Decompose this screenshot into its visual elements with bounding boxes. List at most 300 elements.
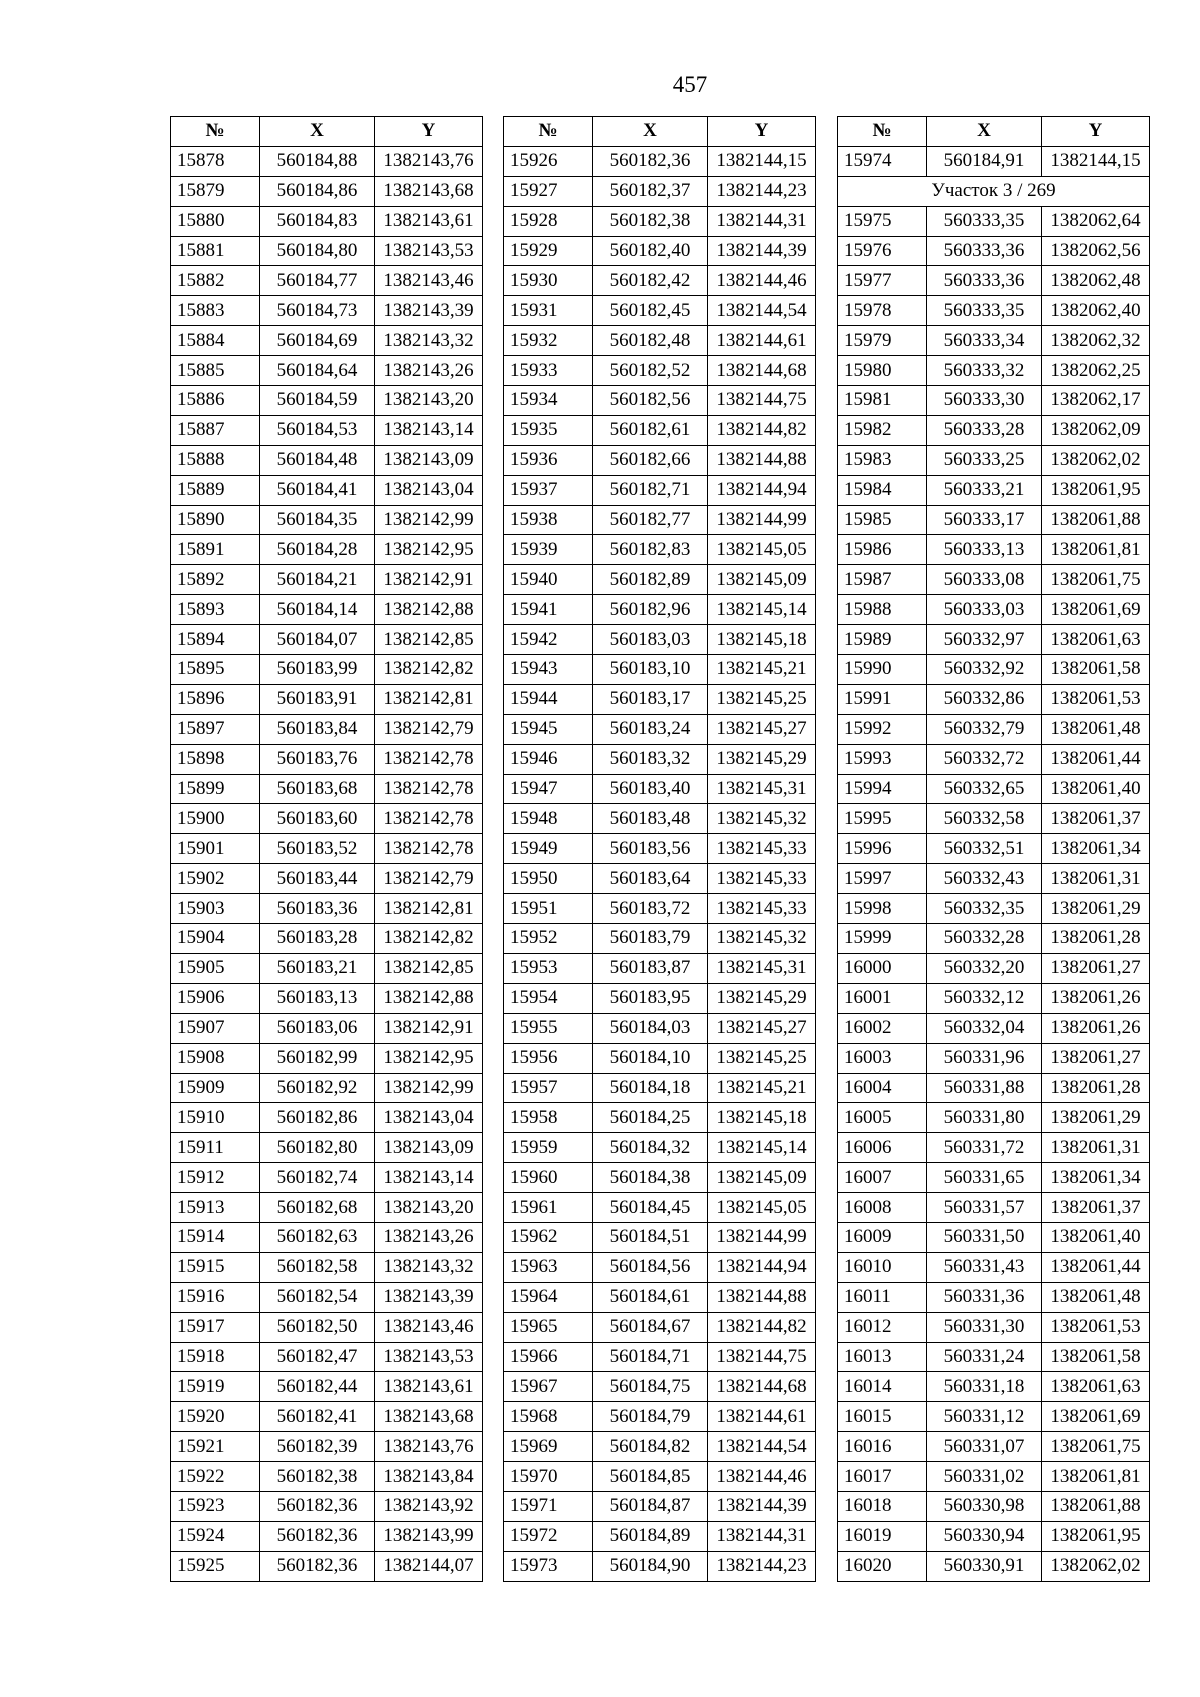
y-coordinate-cell: 1382061,26 (1042, 983, 1150, 1013)
y-coordinate-cell: 1382142,78 (375, 804, 483, 834)
table-row (171, 1073, 483, 1103)
x-coordinate-cell: 560182,36 (260, 1491, 375, 1521)
x-coordinate-cell: 560182,44 (260, 1372, 375, 1402)
point-number-cell: 15920 (171, 1402, 260, 1432)
x-coordinate-cell: 560182,77 (593, 505, 708, 535)
table-row (838, 684, 1150, 714)
table-row (838, 386, 1150, 416)
point-number-cell: 15939 (504, 535, 593, 565)
y-coordinate-cell: 1382144,23 (708, 176, 816, 206)
y-coordinate-cell: 1382144,39 (708, 236, 816, 266)
y-coordinate-cell: 1382061,26 (1042, 1013, 1150, 1043)
point-number-cell: 15978 (838, 296, 927, 326)
y-coordinate-cell: 1382143,04 (375, 1103, 483, 1133)
table-row (504, 595, 816, 625)
y-coordinate-cell: 1382143,76 (375, 146, 483, 176)
x-coordinate-cell: 560330,98 (927, 1491, 1042, 1521)
point-number-cell: 15897 (171, 714, 260, 744)
point-number-cell: 16001 (838, 983, 927, 1013)
y-coordinate-cell: 1382145,18 (708, 625, 816, 655)
x-coordinate-cell: 560184,14 (260, 595, 375, 625)
point-number-cell: 15961 (504, 1193, 593, 1223)
point-number-cell: 15968 (504, 1402, 593, 1432)
y-coordinate-cell: 1382144,88 (708, 445, 816, 475)
table-row (504, 834, 816, 864)
y-coordinate-cell: 1382144,88 (708, 1282, 816, 1312)
table-row (504, 415, 816, 445)
y-coordinate-cell: 1382144,31 (708, 206, 816, 236)
x-coordinate-cell: 560331,43 (927, 1252, 1042, 1282)
coordinates-table-1 (170, 116, 483, 1582)
x-coordinate-cell: 560332,04 (927, 1013, 1042, 1043)
x-coordinate-cell: 560182,96 (593, 595, 708, 625)
table-row (171, 1133, 483, 1163)
point-number-cell: 15945 (504, 714, 593, 744)
y-coordinate-cell: 1382061,81 (1042, 535, 1150, 565)
section-title: Участок 3 / 269 (838, 176, 1150, 206)
table-row (838, 326, 1150, 356)
y-coordinate-cell: 1382061,44 (1042, 1252, 1150, 1282)
point-number-cell: 15995 (838, 804, 927, 834)
x-coordinate-cell: 560183,60 (260, 804, 375, 834)
point-number-cell: 15934 (504, 386, 593, 416)
table-row (171, 983, 483, 1013)
point-number-cell: 15981 (838, 386, 927, 416)
table-row (838, 1222, 1150, 1252)
x-coordinate-cell: 560332,92 (927, 655, 1042, 685)
table-row (171, 1372, 483, 1402)
table-row (171, 1043, 483, 1073)
table-row (171, 176, 483, 206)
y-coordinate-cell: 1382144,94 (708, 475, 816, 505)
x-coordinate-cell: 560182,99 (260, 1043, 375, 1073)
point-number-cell: 15913 (171, 1193, 260, 1223)
point-number-cell: 15949 (504, 834, 593, 864)
y-coordinate-cell: 1382142,88 (375, 595, 483, 625)
y-coordinate-cell: 1382143,04 (375, 475, 483, 505)
x-coordinate-cell: 560332,72 (927, 744, 1042, 774)
table-row (838, 1073, 1150, 1103)
table-row (171, 774, 483, 804)
y-coordinate-cell: 1382062,02 (1042, 1551, 1150, 1581)
x-coordinate-cell: 560184,85 (593, 1462, 708, 1492)
y-coordinate-cell: 1382143,09 (375, 445, 483, 475)
x-coordinate-cell: 560331,02 (927, 1462, 1042, 1492)
point-number-cell: 15947 (504, 774, 593, 804)
x-coordinate-cell: 560184,21 (260, 565, 375, 595)
x-coordinate-cell: 560183,36 (260, 894, 375, 924)
x-coordinate-cell: 560184,28 (260, 535, 375, 565)
x-coordinate-cell: 560184,75 (593, 1372, 708, 1402)
point-number-cell: 15955 (504, 1013, 593, 1043)
table-header-row (838, 117, 1150, 147)
y-coordinate-cell: 1382061,75 (1042, 1432, 1150, 1462)
x-coordinate-cell: 560184,90 (593, 1551, 708, 1581)
x-coordinate-cell: 560184,25 (593, 1103, 708, 1133)
y-coordinate-cell: 1382061,81 (1042, 1462, 1150, 1492)
point-number-cell: 15941 (504, 595, 593, 625)
table-row (504, 1013, 816, 1043)
table-row (504, 236, 816, 266)
x-coordinate-cell: 560333,30 (927, 386, 1042, 416)
y-coordinate-cell: 1382142,82 (375, 924, 483, 954)
table-row (504, 505, 816, 535)
x-coordinate-cell: 560182,54 (260, 1282, 375, 1312)
table-row (171, 1462, 483, 1492)
point-number-cell: 15944 (504, 684, 593, 714)
y-coordinate-cell: 1382143,39 (375, 1282, 483, 1312)
point-number-cell: 15969 (504, 1432, 593, 1462)
point-number-cell: 15979 (838, 326, 927, 356)
y-coordinate-cell: 1382144,15 (1042, 146, 1150, 176)
point-number-cell: 15946 (504, 744, 593, 774)
column-header-y: Y (1042, 117, 1150, 147)
point-number-cell: 15994 (838, 774, 927, 804)
column-header-number: № (171, 117, 260, 147)
y-coordinate-cell: 1382145,31 (708, 953, 816, 983)
point-number-cell: 15990 (838, 655, 927, 685)
table-row (504, 1282, 816, 1312)
x-coordinate-cell: 560183,10 (593, 655, 708, 685)
y-coordinate-cell: 1382145,27 (708, 714, 816, 744)
table-row (838, 864, 1150, 894)
x-coordinate-cell: 560183,68 (260, 774, 375, 804)
x-coordinate-cell: 560333,03 (927, 595, 1042, 625)
y-coordinate-cell: 1382061,88 (1042, 1491, 1150, 1521)
x-coordinate-cell: 560184,07 (260, 625, 375, 655)
x-coordinate-cell: 560333,35 (927, 206, 1042, 236)
table-row (504, 1312, 816, 1342)
x-coordinate-cell: 560331,30 (927, 1312, 1042, 1342)
table-row (838, 1103, 1150, 1133)
y-coordinate-cell: 1382144,39 (708, 1491, 816, 1521)
y-coordinate-cell: 1382144,23 (708, 1551, 816, 1581)
y-coordinate-cell: 1382062,56 (1042, 236, 1150, 266)
table-row (838, 983, 1150, 1013)
table-row (838, 1252, 1150, 1282)
y-coordinate-cell: 1382144,54 (708, 296, 816, 326)
table-row (504, 296, 816, 326)
x-coordinate-cell: 560184,71 (593, 1342, 708, 1372)
table-row (504, 1372, 816, 1402)
y-coordinate-cell: 1382142,85 (375, 953, 483, 983)
table-row (171, 1163, 483, 1193)
x-coordinate-cell: 560183,76 (260, 744, 375, 774)
point-number-cell: 15935 (504, 415, 593, 445)
x-coordinate-cell: 560333,32 (927, 356, 1042, 386)
y-coordinate-cell: 1382061,40 (1042, 774, 1150, 804)
table-row (171, 236, 483, 266)
table-row (504, 924, 816, 954)
y-coordinate-cell: 1382144,31 (708, 1521, 816, 1551)
table-row (504, 475, 816, 505)
y-coordinate-cell: 1382145,09 (708, 565, 816, 595)
point-number-cell: 15976 (838, 236, 927, 266)
x-coordinate-cell: 560182,41 (260, 1402, 375, 1432)
point-number-cell: 15878 (171, 146, 260, 176)
x-coordinate-cell: 560184,64 (260, 356, 375, 386)
table-row (838, 475, 1150, 505)
point-number-cell: 15966 (504, 1342, 593, 1372)
x-coordinate-cell: 560331,57 (927, 1193, 1042, 1223)
table-row (504, 1222, 816, 1252)
table-row (171, 1222, 483, 1252)
table-row (838, 1013, 1150, 1043)
point-number-cell: 16000 (838, 953, 927, 983)
y-coordinate-cell: 1382062,32 (1042, 326, 1150, 356)
x-coordinate-cell: 560184,59 (260, 386, 375, 416)
x-coordinate-cell: 560183,91 (260, 684, 375, 714)
page-number: 457 (672, 72, 708, 97)
y-coordinate-cell: 1382143,26 (375, 1222, 483, 1252)
coordinates-table-3 (837, 116, 1150, 1582)
y-coordinate-cell: 1382143,68 (375, 1402, 483, 1432)
table-row (838, 1432, 1150, 1462)
x-coordinate-cell: 560182,71 (593, 475, 708, 505)
y-coordinate-cell: 1382142,78 (375, 834, 483, 864)
y-coordinate-cell: 1382142,81 (375, 684, 483, 714)
table-row (838, 744, 1150, 774)
x-coordinate-cell: 560333,25 (927, 445, 1042, 475)
point-number-cell: 15923 (171, 1491, 260, 1521)
column-header-x: X (260, 117, 375, 147)
y-coordinate-cell: 1382145,33 (708, 894, 816, 924)
x-coordinate-cell: 560182,38 (260, 1462, 375, 1492)
table-row (171, 565, 483, 595)
point-number-cell: 15915 (171, 1252, 260, 1282)
table-row (171, 1342, 483, 1372)
point-number-cell: 15883 (171, 296, 260, 326)
point-number-cell: 15886 (171, 386, 260, 416)
x-coordinate-cell: 560183,79 (593, 924, 708, 954)
x-coordinate-cell: 560182,36 (593, 146, 708, 176)
point-number-cell: 15973 (504, 1551, 593, 1581)
point-number-cell: 15885 (171, 356, 260, 386)
table-row (504, 1432, 816, 1462)
x-coordinate-cell: 560331,88 (927, 1073, 1042, 1103)
table-row (171, 535, 483, 565)
point-number-cell: 15921 (171, 1432, 260, 1462)
point-number-cell: 15931 (504, 296, 593, 326)
table-row (838, 505, 1150, 535)
point-number-cell: 15899 (171, 774, 260, 804)
point-number-cell: 15957 (504, 1073, 593, 1103)
x-coordinate-cell: 560184,88 (260, 146, 375, 176)
table-row (171, 595, 483, 625)
column-header-y: Y (708, 117, 816, 147)
y-coordinate-cell: 1382061,44 (1042, 744, 1150, 774)
table-row (838, 625, 1150, 655)
y-coordinate-cell: 1382144,75 (708, 386, 816, 416)
table-row (171, 386, 483, 416)
point-number-cell: 16017 (838, 1462, 927, 1492)
table-row (504, 625, 816, 655)
point-number-cell: 15930 (504, 266, 593, 296)
x-coordinate-cell: 560182,36 (260, 1551, 375, 1581)
y-coordinate-cell: 1382061,40 (1042, 1222, 1150, 1252)
x-coordinate-cell: 560184,48 (260, 445, 375, 475)
table-row (504, 266, 816, 296)
y-coordinate-cell: 1382143,84 (375, 1462, 483, 1492)
x-coordinate-cell: 560331,80 (927, 1103, 1042, 1133)
table-row (171, 1312, 483, 1342)
table-row (838, 445, 1150, 475)
x-coordinate-cell: 560184,80 (260, 236, 375, 266)
table-row (171, 714, 483, 744)
x-coordinate-cell: 560184,51 (593, 1222, 708, 1252)
table-row (838, 953, 1150, 983)
table-row (171, 894, 483, 924)
point-number-cell: 16015 (838, 1402, 927, 1432)
point-number-cell: 16005 (838, 1103, 927, 1133)
x-coordinate-cell: 560331,50 (927, 1222, 1042, 1252)
y-coordinate-cell: 1382145,29 (708, 744, 816, 774)
point-number-cell: 15933 (504, 356, 593, 386)
point-number-cell: 15963 (504, 1252, 593, 1282)
y-coordinate-cell: 1382142,81 (375, 894, 483, 924)
x-coordinate-cell: 560332,28 (927, 924, 1042, 954)
y-coordinate-cell: 1382061,28 (1042, 924, 1150, 954)
table-row (504, 1521, 816, 1551)
y-coordinate-cell: 1382061,75 (1042, 565, 1150, 595)
x-coordinate-cell: 560182,68 (260, 1193, 375, 1223)
x-coordinate-cell: 560183,56 (593, 834, 708, 864)
x-coordinate-cell: 560184,35 (260, 505, 375, 535)
y-coordinate-cell: 1382061,53 (1042, 684, 1150, 714)
x-coordinate-cell: 560333,08 (927, 565, 1042, 595)
table-row (838, 1043, 1150, 1073)
x-coordinate-cell: 560184,82 (593, 1432, 708, 1462)
table-header-row (171, 117, 483, 147)
x-coordinate-cell: 560331,18 (927, 1372, 1042, 1402)
table-row (504, 1252, 816, 1282)
x-coordinate-cell: 560331,07 (927, 1432, 1042, 1462)
x-coordinate-cell: 560182,45 (593, 296, 708, 326)
point-number-cell: 15891 (171, 535, 260, 565)
y-coordinate-cell: 1382142,79 (375, 714, 483, 744)
table-row (838, 1491, 1150, 1521)
point-number-cell: 15959 (504, 1133, 593, 1163)
table-row (171, 744, 483, 774)
x-coordinate-cell: 560333,21 (927, 475, 1042, 505)
x-coordinate-cell: 560332,58 (927, 804, 1042, 834)
x-coordinate-cell: 560182,80 (260, 1133, 375, 1163)
table-row (171, 684, 483, 714)
y-coordinate-cell: 1382142,78 (375, 744, 483, 774)
x-coordinate-cell: 560331,65 (927, 1163, 1042, 1193)
y-coordinate-cell: 1382061,58 (1042, 655, 1150, 685)
point-number-cell: 15937 (504, 475, 593, 505)
point-number-cell: 15929 (504, 236, 593, 266)
y-coordinate-cell: 1382144,54 (708, 1432, 816, 1462)
y-coordinate-cell: 1382144,68 (708, 356, 816, 386)
y-coordinate-cell: 1382143,14 (375, 415, 483, 445)
table-row (838, 565, 1150, 595)
point-number-cell: 15919 (171, 1372, 260, 1402)
table-row (838, 714, 1150, 744)
x-coordinate-cell: 560332,20 (927, 953, 1042, 983)
x-coordinate-cell: 560330,91 (927, 1551, 1042, 1581)
point-number-cell: 15888 (171, 445, 260, 475)
point-number-cell: 15970 (504, 1462, 593, 1492)
y-coordinate-cell: 1382061,37 (1042, 1193, 1150, 1223)
x-coordinate-cell: 560182,48 (593, 326, 708, 356)
table-row (171, 655, 483, 685)
x-coordinate-cell: 560183,84 (260, 714, 375, 744)
table-row (838, 655, 1150, 685)
point-number-cell: 15983 (838, 445, 927, 475)
x-coordinate-cell: 560184,45 (593, 1193, 708, 1223)
section-row (838, 176, 1150, 206)
point-number-cell: 16013 (838, 1342, 927, 1372)
table-row (504, 983, 816, 1013)
point-number-cell: 15936 (504, 445, 593, 475)
y-coordinate-cell: 1382061,27 (1042, 1043, 1150, 1073)
point-number-cell: 15924 (171, 1521, 260, 1551)
point-number-cell: 15967 (504, 1372, 593, 1402)
point-number-cell: 15975 (838, 206, 927, 236)
y-coordinate-cell: 1382143,32 (375, 1252, 483, 1282)
table-row (171, 1432, 483, 1462)
table-row (171, 505, 483, 535)
x-coordinate-cell: 560333,36 (927, 236, 1042, 266)
x-coordinate-cell: 560182,42 (593, 266, 708, 296)
y-coordinate-cell: 1382061,69 (1042, 1402, 1150, 1432)
y-coordinate-cell: 1382143,99 (375, 1521, 483, 1551)
point-number-cell: 15993 (838, 744, 927, 774)
y-coordinate-cell: 1382142,78 (375, 774, 483, 804)
x-coordinate-cell: 560184,32 (593, 1133, 708, 1163)
x-coordinate-cell: 560182,58 (260, 1252, 375, 1282)
x-coordinate-cell: 560183,64 (593, 864, 708, 894)
point-number-cell: 15971 (504, 1491, 593, 1521)
y-coordinate-cell: 1382145,29 (708, 983, 816, 1013)
table-row (838, 1551, 1150, 1581)
point-number-cell: 15932 (504, 326, 593, 356)
y-coordinate-cell: 1382142,95 (375, 1043, 483, 1073)
x-coordinate-cell: 560332,51 (927, 834, 1042, 864)
y-coordinate-cell: 1382061,58 (1042, 1342, 1150, 1372)
y-coordinate-cell: 1382145,21 (708, 655, 816, 685)
point-number-cell: 15903 (171, 894, 260, 924)
y-coordinate-cell: 1382062,40 (1042, 296, 1150, 326)
y-coordinate-cell: 1382061,31 (1042, 864, 1150, 894)
table-row (838, 1342, 1150, 1372)
point-number-cell: 15905 (171, 953, 260, 983)
table-row (838, 535, 1150, 565)
point-number-cell: 16011 (838, 1282, 927, 1312)
x-coordinate-cell: 560331,12 (927, 1402, 1042, 1432)
table-row (838, 924, 1150, 954)
point-number-cell: 16010 (838, 1252, 927, 1282)
x-coordinate-cell: 560184,89 (593, 1521, 708, 1551)
table-row (838, 1521, 1150, 1551)
point-number-cell: 16004 (838, 1073, 927, 1103)
y-coordinate-cell: 1382061,95 (1042, 1521, 1150, 1551)
point-number-cell: 15909 (171, 1073, 260, 1103)
table-row (504, 1133, 816, 1163)
table-row (504, 206, 816, 236)
y-coordinate-cell: 1382143,20 (375, 1193, 483, 1223)
y-coordinate-cell: 1382142,95 (375, 535, 483, 565)
point-number-cell: 15956 (504, 1043, 593, 1073)
x-coordinate-cell: 560332,43 (927, 864, 1042, 894)
point-number-cell: 16006 (838, 1133, 927, 1163)
x-coordinate-cell: 560332,65 (927, 774, 1042, 804)
table-row (171, 415, 483, 445)
y-coordinate-cell: 1382144,15 (708, 146, 816, 176)
point-number-cell: 15910 (171, 1103, 260, 1133)
